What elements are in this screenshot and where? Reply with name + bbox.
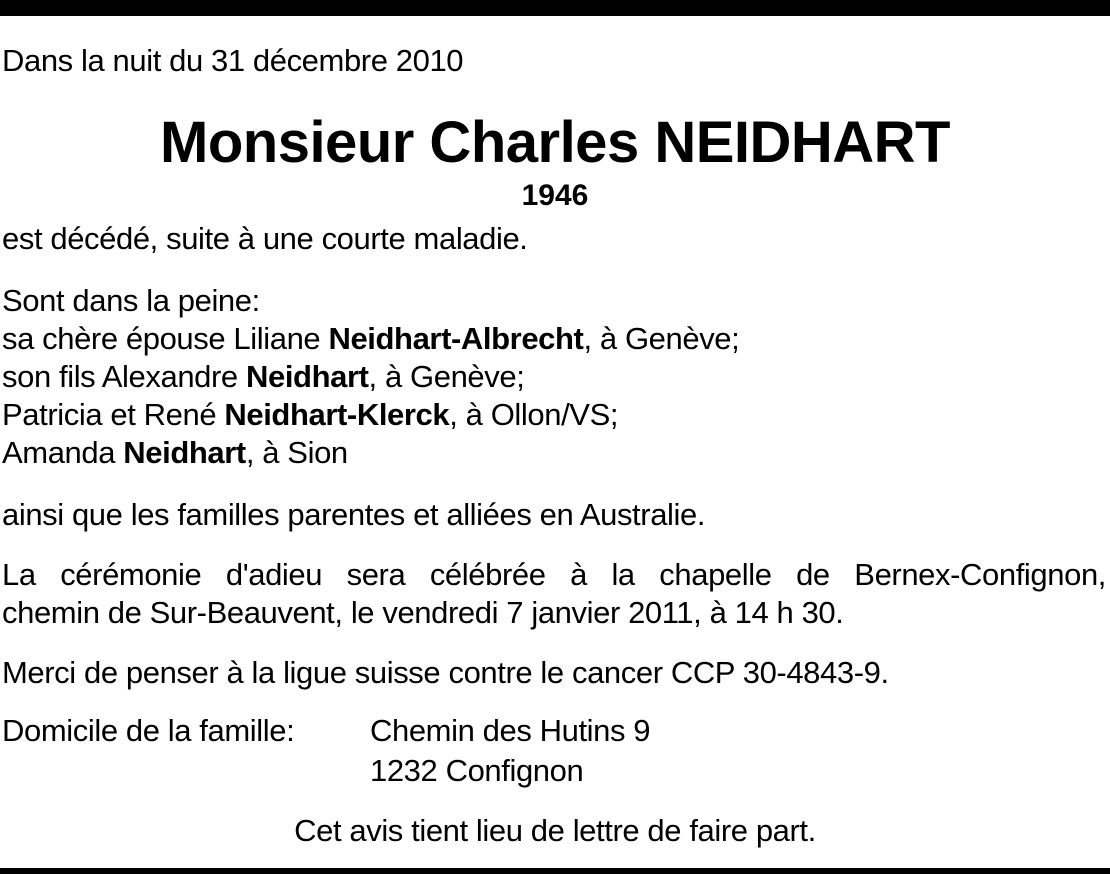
mourner-surname: Neidhart <box>123 435 246 470</box>
mourner-text: son fils Alexandre <box>2 359 246 394</box>
mourners-heading: Sont dans la peine: <box>2 283 260 318</box>
mourner-line <box>2 396 618 434</box>
mourner-line <box>2 434 348 472</box>
ceremony-line: chemin de Sur-Beauvent, le vendredi 7 janvier 2011, à 14 h 30. <box>2 595 844 630</box>
closing-line: Cet avis tient lieu de lettre de faire part. <box>294 813 816 848</box>
mourner-text: Patricia et René <box>2 397 225 432</box>
domicile-city: 1232 Confignon <box>370 753 584 788</box>
mourner-line <box>2 320 739 358</box>
bottom-rule <box>0 868 1110 874</box>
mourner-text: , à Sion <box>245 435 348 470</box>
domicile-street: Chemin des Hutins 9 <box>370 713 651 748</box>
intro-text: Dans la nuit du 31 décembre 2010 <box>2 43 464 78</box>
deceased-name: Monsieur Charles NEIDHART <box>160 110 950 175</box>
mourner-text: sa chère épouse Liliane <box>2 321 329 356</box>
domicile-label: Domicile de la famille: <box>2 713 295 748</box>
birth-year: 1946 <box>521 179 589 212</box>
donation-line: Merci de penser à la ligue suisse contre le cancer CCP 30-4843-9. <box>2 655 889 690</box>
mourner-line <box>2 358 524 396</box>
mourner-text: , à Genève; <box>583 321 740 356</box>
ceremony-text: La cérémonie d'adieu sera célébrée à la chapelle de Bernex-Confignon, <box>2 557 1106 592</box>
mourner-text: , à Genève; <box>368 359 525 394</box>
mourner-surname: Neidhart <box>246 359 369 394</box>
mourner-surname: Neidhart-Albrecht <box>328 321 584 356</box>
deceased-line: est décédé, suite à une courte maladie. <box>2 221 528 256</box>
mourner-surname: Neidhart-Klerck <box>224 397 450 432</box>
top-rule <box>0 0 1110 16</box>
mourner-text: , à Ollon/VS; <box>449 397 619 432</box>
ceremony-line <box>2 556 1106 594</box>
families-line: ainsi que les familles parentes et alliées en Australie. <box>2 497 706 532</box>
mourner-text: Amanda <box>2 435 124 470</box>
